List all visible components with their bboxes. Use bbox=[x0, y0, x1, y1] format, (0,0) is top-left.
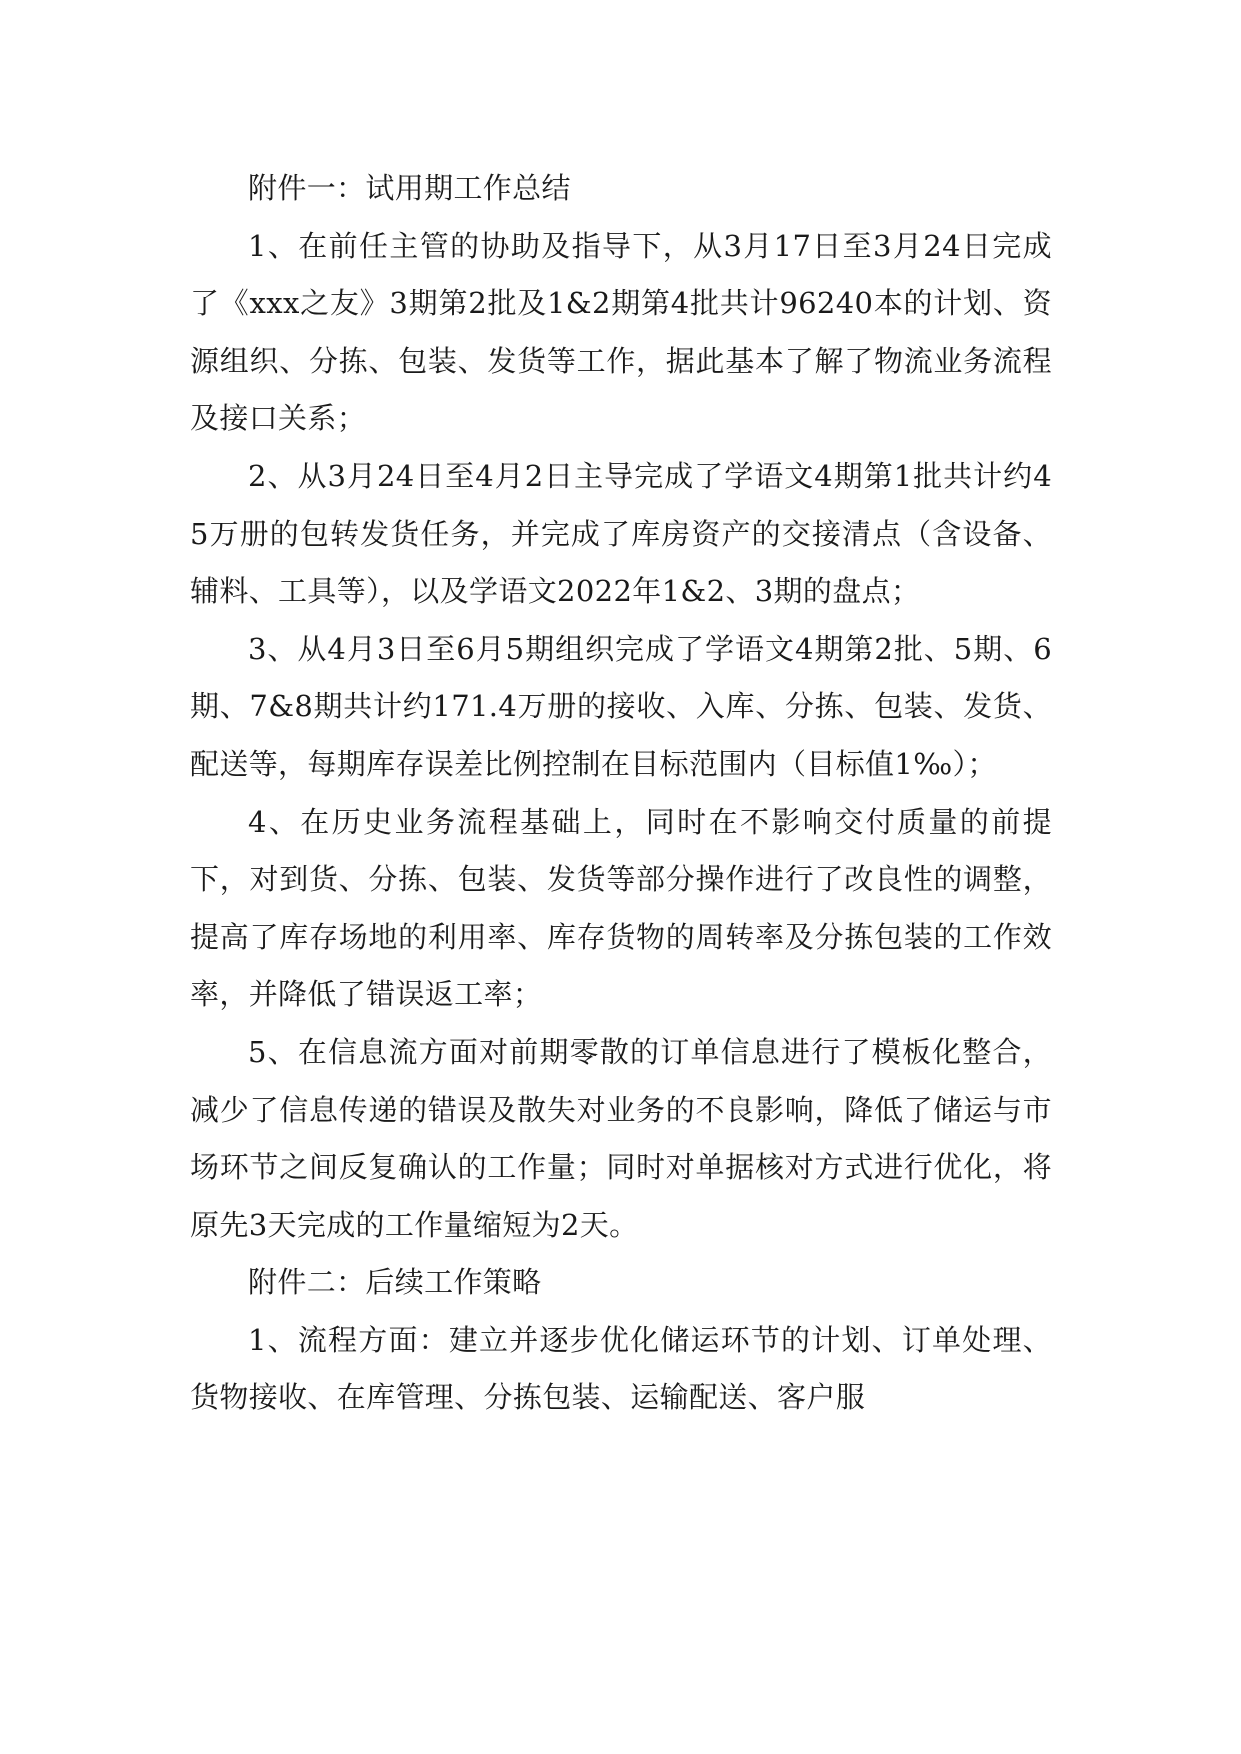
strategy-item-1: 1、流程方面：建立并逐步优化储运环节的计划、订单处理、货物接收、在库管理、分拣包装、运输配送、客户服 bbox=[190, 1322, 1052, 1415]
summary-item-2: 2、从3月24日至4月2日主导完成了学语文4期第1批共计约45万册的包转发货任务，并完成了库房资产的交接清点（含设备、辅料、工具等），以及学语文2022年1&2、3期的盘点； bbox=[190, 458, 1052, 609]
summary-item-3: 3、从4月3日至6月5期组织完成了学语文4期第2批、5期、6期、7&8期共计约171.4万册的接收、入库、分拣、包装、发货、配送等，每期库存误差比例控制在目标范围内（目标值1‰）； bbox=[190, 631, 1052, 781]
summary-item-1: 1、在前任主管的协助及指导下，从3月17日至3月24日完成了《xxx之友》3期第2批及1&2期第4批共计96240本的计划、资源组织、分拣、包装、发货等工作，据此基本了解了物流业务流程及接口关系； bbox=[190, 228, 1052, 436]
document-body bbox=[190, 160, 1052, 1427]
section-heading-trial-summary: 附件一：试用期工作总结 bbox=[248, 171, 571, 205]
summary-item-5: 5、在信息流方面对前期零散的订单信息进行了模板化整合，减少了信息传递的错误及散失对业务的不良影响，降低了储运与市场环节之间反复确认的工作量；同时对单据核对方式进行优化，将原先3天完成的工作量缩短为2天。 bbox=[190, 1034, 1052, 1242]
summary-item-4: 4、在历史业务流程基础上，同时在不影响交付质量的前提下，对到货、分拣、包装、发货等部分操作进行了改良性的调整，提高了库存场地的利用率、库存货物的周转率及分拣包装的工作效率，并降低了错误返工率； bbox=[190, 804, 1052, 1012]
section-heading-follow-up-strategy: 附件二：后续工作策略 bbox=[248, 1265, 542, 1300]
